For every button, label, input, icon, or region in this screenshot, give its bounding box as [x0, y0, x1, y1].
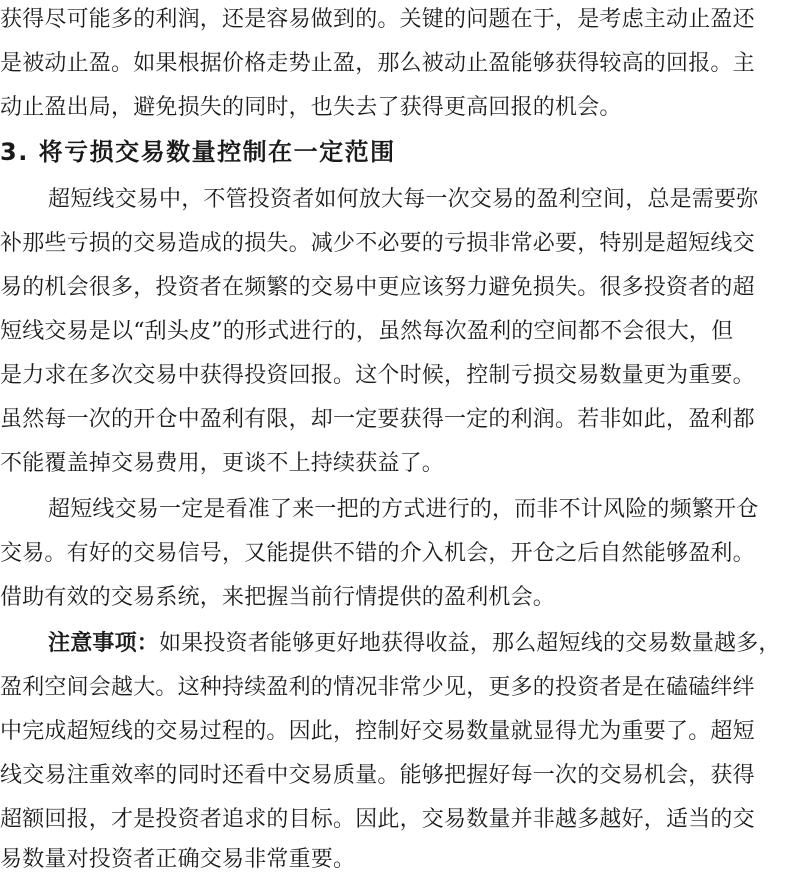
note-line-5: 超额回报，才是投资者追求的目标。因此，交易数量并非越多越好，适当的交	[0, 807, 755, 832]
note-line-2: 盈利空间会越大。这种持续盈利的情况非常少见，更多的投资者是在磕磕绊绊	[0, 675, 755, 700]
para1-line-1: 超短线交易中，不管投资者如何放大每一次交易的盈利空间，总是需要弥	[48, 187, 759, 212]
note-line-6: 易数量对投资者正确交易非常重要。	[0, 847, 356, 872]
para1-line-2: 补那些亏损的交易造成的损失。减少不必要的亏损非常必要，特别是超短线交	[0, 231, 755, 256]
section-heading: 3. 将亏损交易数量控制在一定范围	[0, 138, 396, 166]
para2-line-2: 交易。有好的交易信号，又能提供不错的介入机会，开仓之后自然能够盈利。	[0, 541, 755, 566]
intro-line-2: 是被动止盈。如果根据价格走势止盈，那么被动止盈能够获得较高的回报。主	[0, 51, 755, 76]
para1-line-7: 不能覆盖掉交易费用，更谈不上持续获益了。	[0, 451, 445, 476]
para2-line-3: 借助有效的交易系统，来把握当前行情提供的盈利机会。	[0, 585, 556, 610]
para2-line-1: 超短线交易一定是看准了来一把的方式进行的，而非不计风险的频繁开仓	[48, 497, 759, 522]
para1-line-3: 易的机会很多，投资者在频繁的交易中更应该努力避免损失。很多投资者的超	[0, 275, 755, 300]
intro-line-1: 获得尽可能多的利润，还是容易做到的。关键的问题在于，是考虑主动止盈还	[0, 7, 755, 32]
intro-line-3: 动止盈出局，避免损失的同时，也失去了获得更高回报的机会。	[0, 95, 622, 120]
note-line-3: 中完成超短线的交易过程的。因此，控制好交易数量就显得尤为重要了。超短	[0, 719, 755, 744]
para1-line-6: 虽然每一次的开仓中盈利有限，却一定要获得一定的利润。若非如此，盈利都	[0, 407, 755, 432]
para1-line-4: 短线交易是以“刮头皮”的形式进行的，虽然每次盈利的空间都不会很大，但	[0, 319, 734, 344]
note-label: 注意事项：	[48, 631, 160, 656]
para1-line-5: 是力求在多次交易中获得投资回报。这个时候，控制亏损交易数量更为重要。	[0, 363, 755, 388]
note-line-4: 线交易注重效率的同时还看中交易质量。能够把握好每一次的交易机会，获得	[0, 763, 755, 788]
note-line-1-text: 如果投资者能够更好地获得收益，那么超短线的交易数量越多，	[159, 631, 781, 656]
note-line-1	[0, 624, 800, 664]
